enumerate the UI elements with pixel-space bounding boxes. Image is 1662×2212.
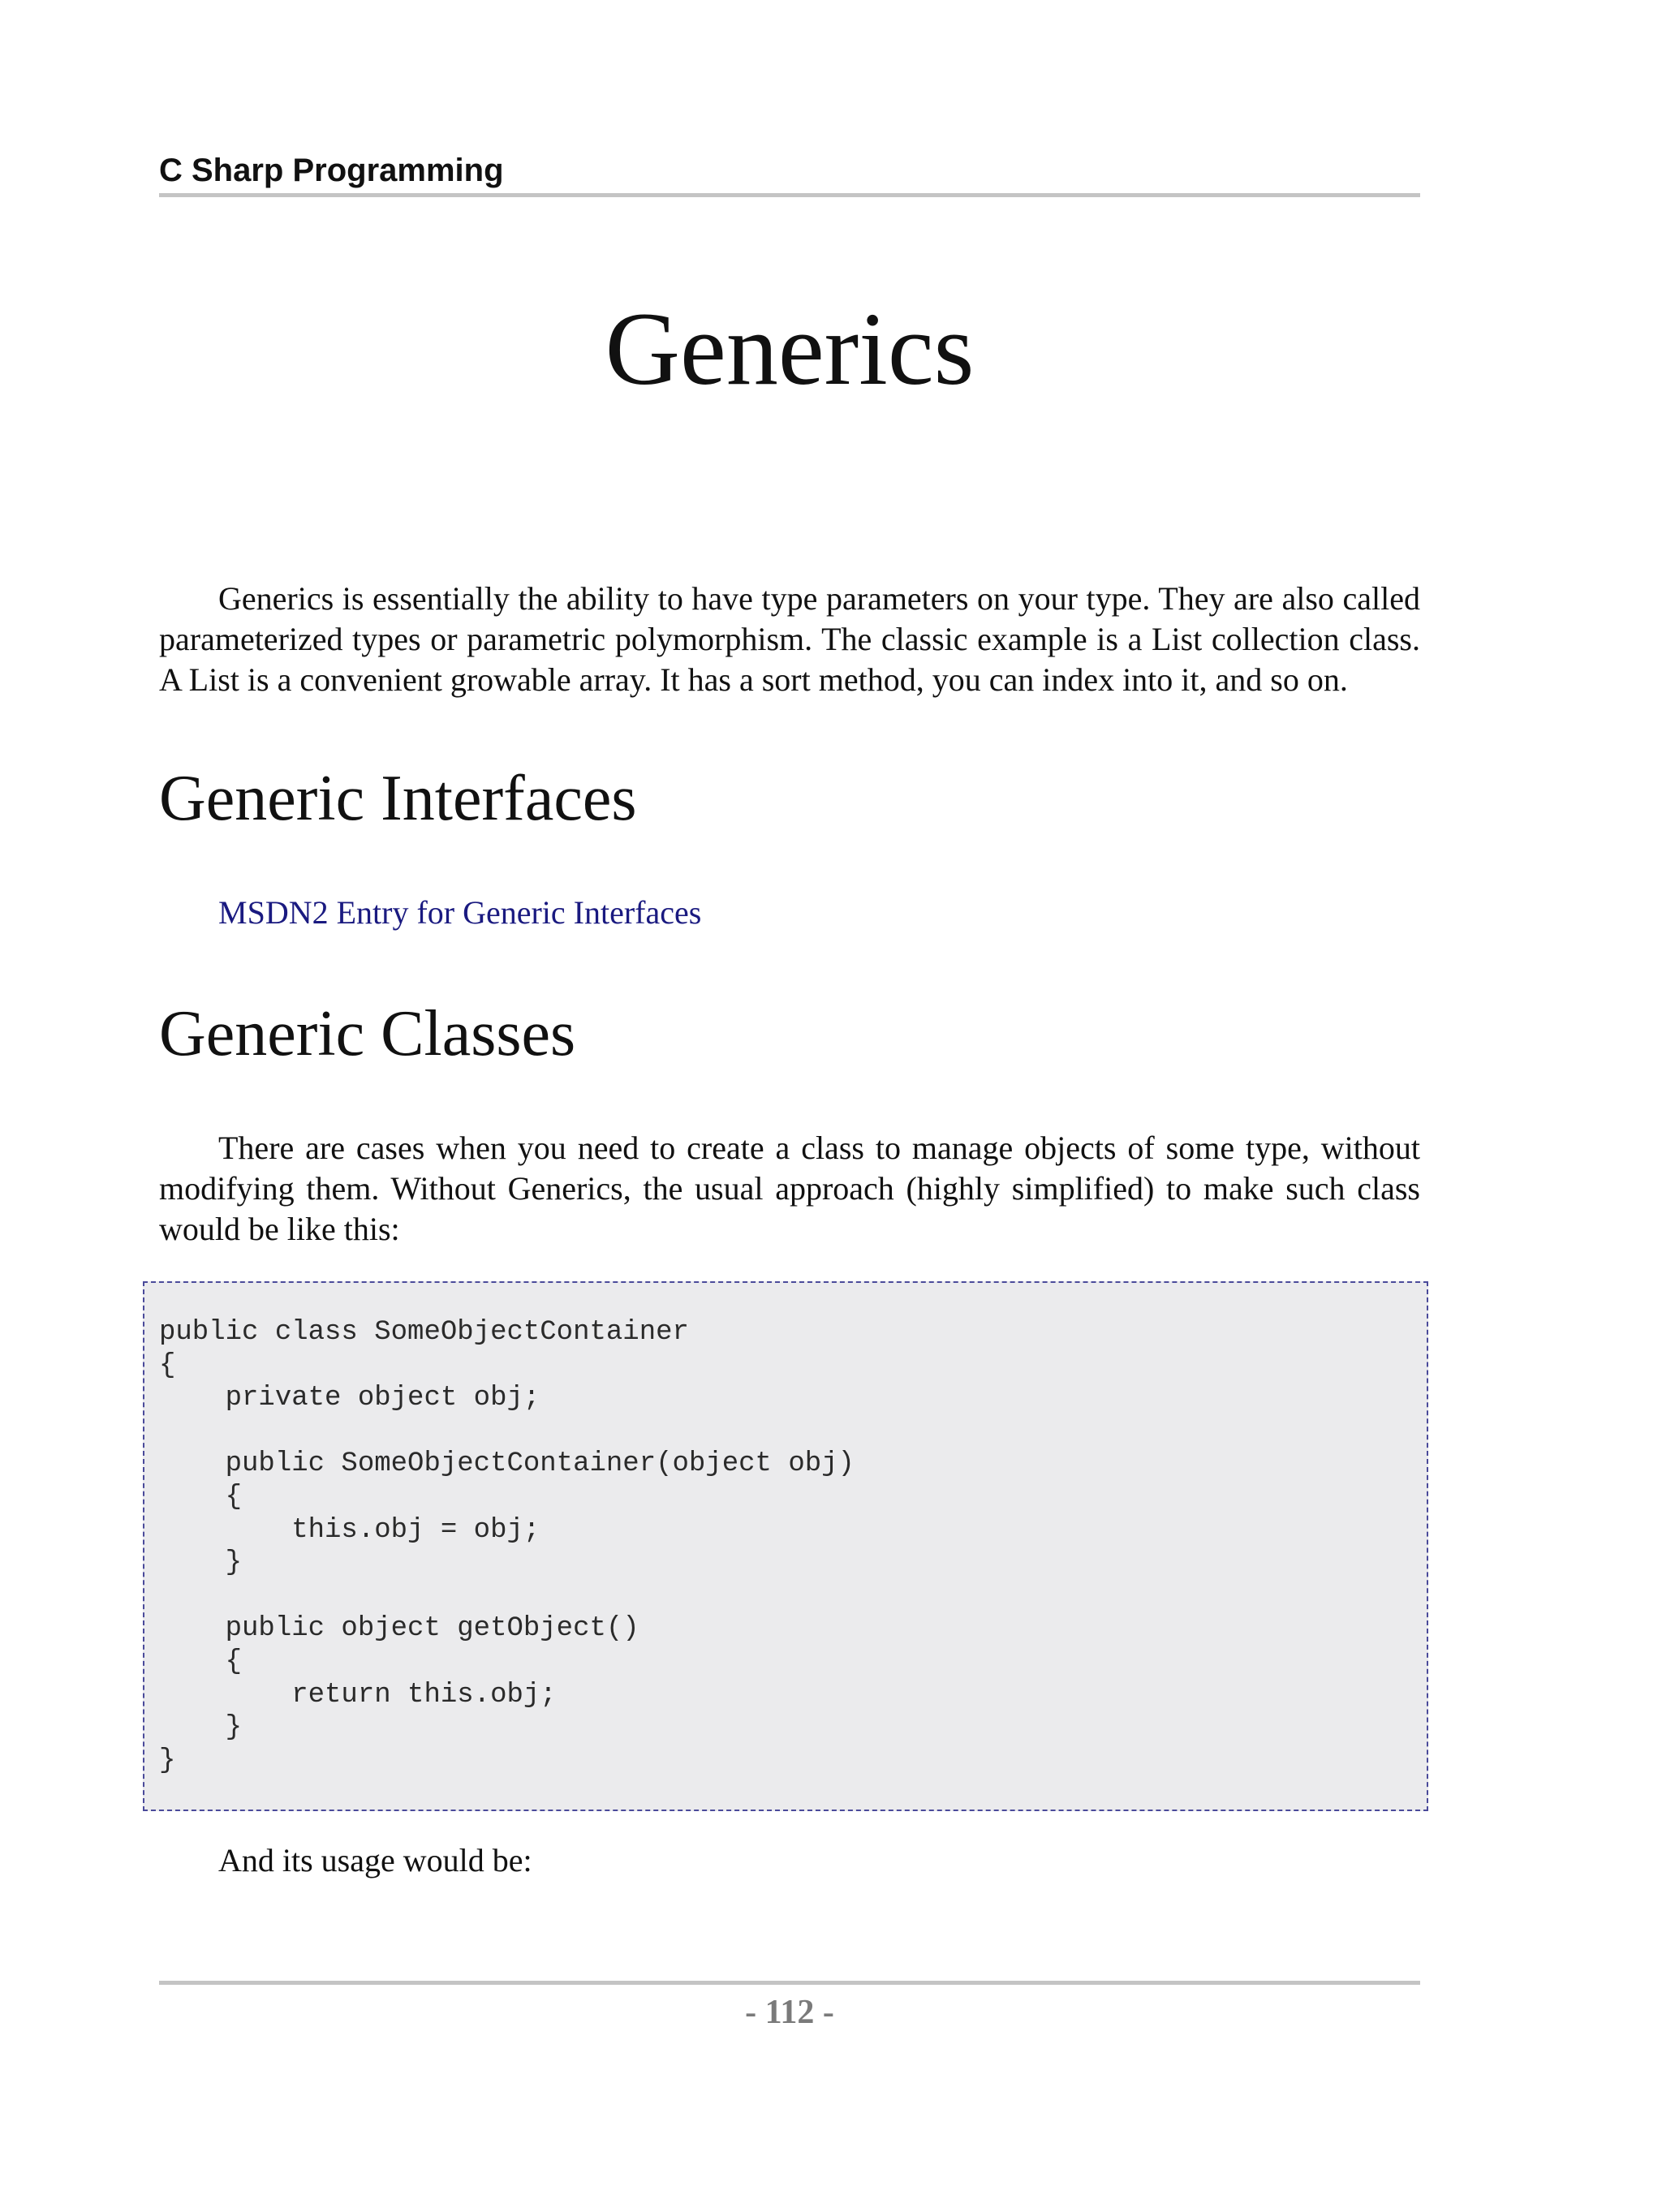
usage-intro-paragraph: And its usage would be:: [218, 1842, 532, 1878]
msdn2-generic-interfaces-link[interactable]: MSDN2 Entry for Generic Interfaces: [218, 894, 702, 931]
running-header: C Sharp Programming: [159, 153, 504, 188]
page-number: - 112 -: [745, 1994, 834, 2031]
intro-paragraph: Generics is essentially the ability to have type parameters on your type. They are also called parameterized types or parametric polymorphism. The classic example is a List collection class. A List is a convenient growable array. It has a sort method, you can index into it, and so on.: [159, 580, 1420, 698]
chapter-title: Generics: [605, 291, 975, 407]
code-block: [143, 1281, 1428, 1811]
code-listing: public class SomeObjectContainer { private object obj; public SomeObjectContainer(object obj) { this.obj = obj; } public object getObject() { return this.obj; } }: [159, 1317, 855, 1776]
section-heading-generic-interfaces: Generic Interfaces: [159, 763, 637, 834]
header-rule: [159, 193, 1420, 197]
generic-classes-paragraph: There are cases when you need to create a class to manage objects of some type, without modifying them. Without Generics, the usual approach (highly simplified) to make such class would be like this:: [159, 1130, 1420, 1247]
footer-rule: [159, 1981, 1420, 1985]
section-heading-generic-classes: Generic Classes: [159, 998, 576, 1069]
